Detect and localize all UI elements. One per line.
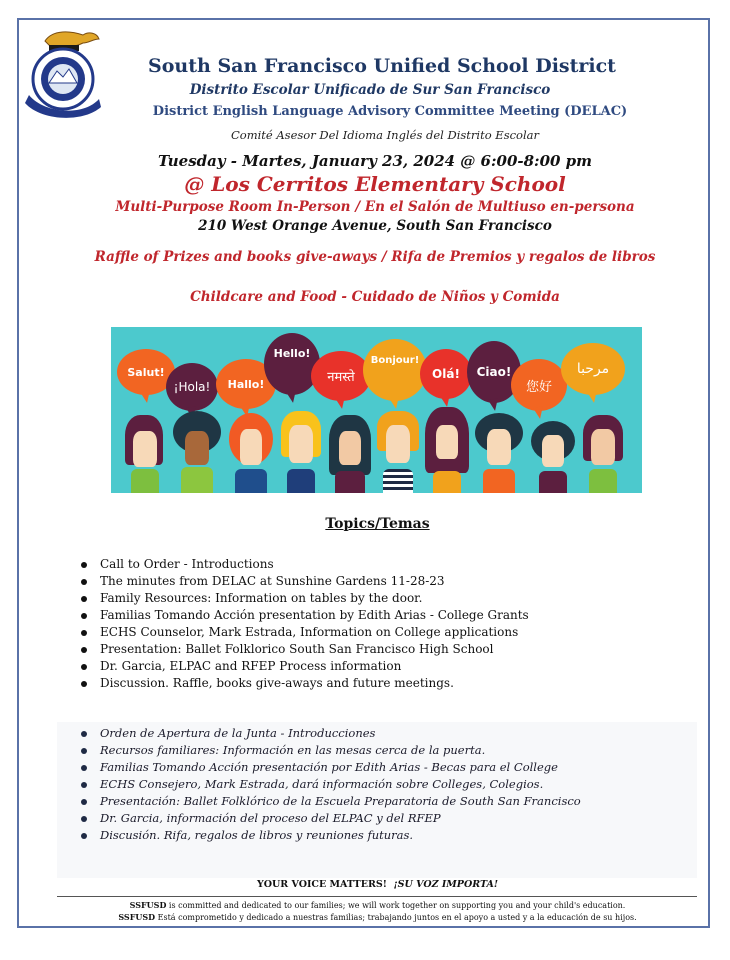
speech-bubble-icon: مرحبا — [561, 343, 625, 395]
speech-bubble-icon: नमस्ते — [311, 351, 371, 401]
speech-bubble-icon: Olá! — [420, 349, 472, 399]
person-figure-icon — [377, 411, 419, 493]
topics-heading: Topics/Temas — [325, 516, 430, 532]
list-item: Family Resources: Information on tables by the door. — [78, 590, 529, 607]
voice-matters-tagline — [0, 879, 730, 890]
org-abbrev: SSFUSD — [129, 900, 167, 910]
speech-bubble-icon: Ciao! — [467, 341, 521, 403]
list-item: ECHS Consejero, Mark Estrada, dará información sobre Colleges, Colegios. — [78, 776, 581, 793]
list-item: Call to Order - Introductions — [78, 556, 529, 573]
voice-spanish: ¡SU VOZ IMPORTA! — [393, 879, 499, 890]
person-figure-icon — [329, 415, 371, 493]
person-figure-icon — [475, 413, 523, 493]
commitment-statement-spanish — [0, 912, 730, 922]
speech-bubble-icon: Bonjour! — [363, 339, 427, 401]
childcare-note: Childcare and Food - Cuidado de Niños y Comida — [190, 289, 560, 305]
topics-list-spanish — [78, 725, 581, 844]
voice-english: YOUR VOICE MATTERS! — [256, 879, 387, 890]
speech-bubble-icon: Salut! — [117, 349, 175, 395]
person-figure-icon — [531, 421, 575, 493]
list-item: Familias Tomando Acción presentación por Edith Arias - Becas para el College — [78, 759, 581, 776]
person-figure-icon — [229, 413, 273, 493]
person-figure-icon — [583, 415, 623, 493]
person-figure-icon — [173, 411, 221, 493]
meeting-title-spanish: Comité Asesor Del Idioma Inglés del Distrito Escolar — [230, 128, 539, 142]
commitment-statement-english — [0, 900, 730, 910]
speech-bubble-icon: Hello! — [264, 333, 320, 395]
list-item: ECHS Counselor, Mark Estrada, Information on College applications — [78, 624, 529, 641]
list-item: Recursos familiares: Información en las mesas cerca de la puerta. — [78, 742, 581, 759]
event-datetime: Tuesday - Martes, January 23, 2024 @ 6:00-8:00 pm — [157, 152, 593, 170]
commitment-text: is committed and dedicated to our families; we will work together on supporting you and your child's education. — [166, 901, 626, 910]
event-room: Multi-Purpose Room In-Person / En el Salón de Multiuso en-persona — [115, 199, 635, 215]
footer-divider — [57, 896, 697, 897]
list-item: Discussion. Raffle, books give-aways and future meetings. — [78, 675, 529, 692]
list-item: Presentación: Ballet Folklórico de la Escuela Preparatoria de South San Francisco — [78, 793, 581, 810]
list-item: The minutes from DELAC at Sunshine Gardens 11-28-23 — [78, 573, 529, 590]
list-item: Familias Tomando Acción presentation by Edith Arias - College Grants — [78, 607, 529, 624]
list-item: Dr. Garcia, ELPAC and RFEP Process information — [78, 658, 529, 675]
list-item: Orden de Apertura de la Junta - Introducciones — [78, 725, 581, 742]
event-location: @ Los Cerritos Elementary School — [184, 172, 566, 196]
person-figure-icon — [425, 407, 469, 493]
person-figure-icon — [281, 411, 321, 493]
raffle-note: Raffle of Prizes and books give-aways / Rifa de Premios y regalos de libros — [94, 249, 656, 265]
speech-bubble-icon: Hallo! — [216, 359, 276, 409]
meeting-title: District English Language Advisory Committee Meeting (DELAC) — [152, 104, 628, 119]
district-title: South San Francisco Unified School District — [148, 55, 616, 77]
speech-bubble-icon: 您好 — [511, 359, 567, 411]
topics-list-english — [78, 556, 529, 692]
multilingual-greetings-banner — [111, 327, 642, 493]
org-abbrev: SSFUSD — [118, 912, 156, 922]
list-item: Dr. Garcia, información del proceso del ELPAC y del RFEP — [78, 810, 581, 827]
list-item: Discusión. Rifa, regalos de libros y reuniones futuras. — [78, 827, 581, 844]
list-item: Presentation: Ballet Folklorico South San Francisco High School — [78, 641, 529, 658]
commitment-text: Está comprometido y dedicado a nuestras familias; trabajando juntos en el apoyo a usted y a la educación de su hijos. — [155, 913, 637, 922]
event-address: 210 West Orange Avenue, South San Francisco — [198, 218, 552, 234]
speech-bubble-icon: ¡Hola! — [166, 363, 218, 411]
person-figure-icon — [125, 415, 165, 493]
district-title-spanish: Distrito Escolar Unificado de Sur San Francisco — [189, 82, 551, 98]
